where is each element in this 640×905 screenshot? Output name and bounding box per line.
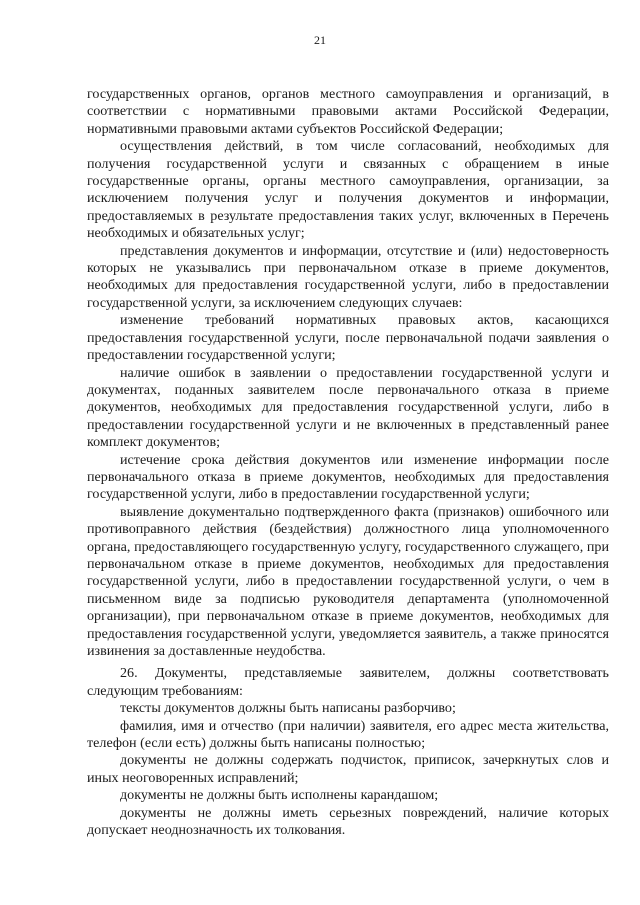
paragraph-exception-errors: наличие ошибок в заявлении о предоставлении государственной услуги и документах, поданных заявителем после первоначального отказа в приеме документов, необходимых для предоставления государственной услуги, либо в предоставлении государственной услуги и не включенных в представленный ранее комплект документов;: [87, 364, 609, 451]
paragraph-requirement-legible: тексты документов должны быть написаны разборчиво;: [120, 700, 456, 717]
paragraph-exception-legal-change: изменение требований нормативных правовых актов, касающихся предоставления государственной услуги, после первоначальной подачи заявления о предоставлении государственной услуги;: [87, 312, 609, 364]
paragraph-requirement-full-name: фамилия, имя и отчество (при наличии) заявителя, его адрес места жительства, телефон (если есть) должны быть написаны полностью;: [87, 717, 609, 752]
document-body: [87, 86, 609, 839]
paragraph-actions-clause: осуществления действий, в том числе согласований, необходимых для получения государственной услуги и связанных с обращением в иные государственные органы, органы местного самоуправления, организации, за исключением получения услуг и получения документов и информации, предоставляемых в результате предоставления таких услуг, включенных в Перечень необходимых и обязательных услуг;: [87, 138, 609, 242]
page-number: 21: [314, 33, 326, 47]
paragraph-requirement-no-damage: документы не должны иметь серьезных повреждений, наличие которых допускает неоднозначность их толкования.: [87, 804, 609, 839]
paragraph-exception-misconduct: выявление документально подтвержденного факта (признаков) ошибочного или противоправного действия (бездействия) должностного лица уполномоченного органа, предоставляющего государственную услугу, государственного служащего, при первоначальном отказе в приеме документов, необходимых для предоставления государственной услуги, либо в предоставлении государственной услуги, о чем в письменном виде за подписью руководителя департамента (уполномоченной организации), при первоначальном отказе в приеме документов, необходимых для предоставления государственной услуги, уведомляется заявитель, а также приносятся извинения за доставленные неудобства.: [87, 503, 609, 659]
paragraph-requirement-no-pencil: документы не должны быть исполнены карандашом;: [120, 787, 439, 804]
paragraph-section-26: 26. Документы, представляемые заявителем, должны соответствовать следующим требованиям:: [87, 665, 609, 699]
paragraph-exception-expiry: истечение срока действия документов или изменение информации после первоначального отказа в приеме документов, необходимых для предоставления государственной услуги, либо в предоставлении государственной услуги;: [87, 451, 609, 503]
paragraph-continuation: государственных органов, органов местного самоуправления и организаций, в соответствии с нормативными правовыми актами Российской Федерации, нормативными правовыми актами субъектов Российской Федерации;: [87, 86, 609, 137]
paragraph-documents-clause: представления документов и информации, отсутствие и (или) недостоверность которых не указывались при первоначальном отказе в приеме документов, необходимых для предоставления государственной услуги, либо в предоставлении государственной услуги, за исключением следующих случаев:: [87, 242, 609, 311]
paragraph-requirement-no-corrections: документы не должны содержать подчисток, приписок, зачеркнутых слов и иных неоговоренных исправлений;: [87, 752, 609, 786]
